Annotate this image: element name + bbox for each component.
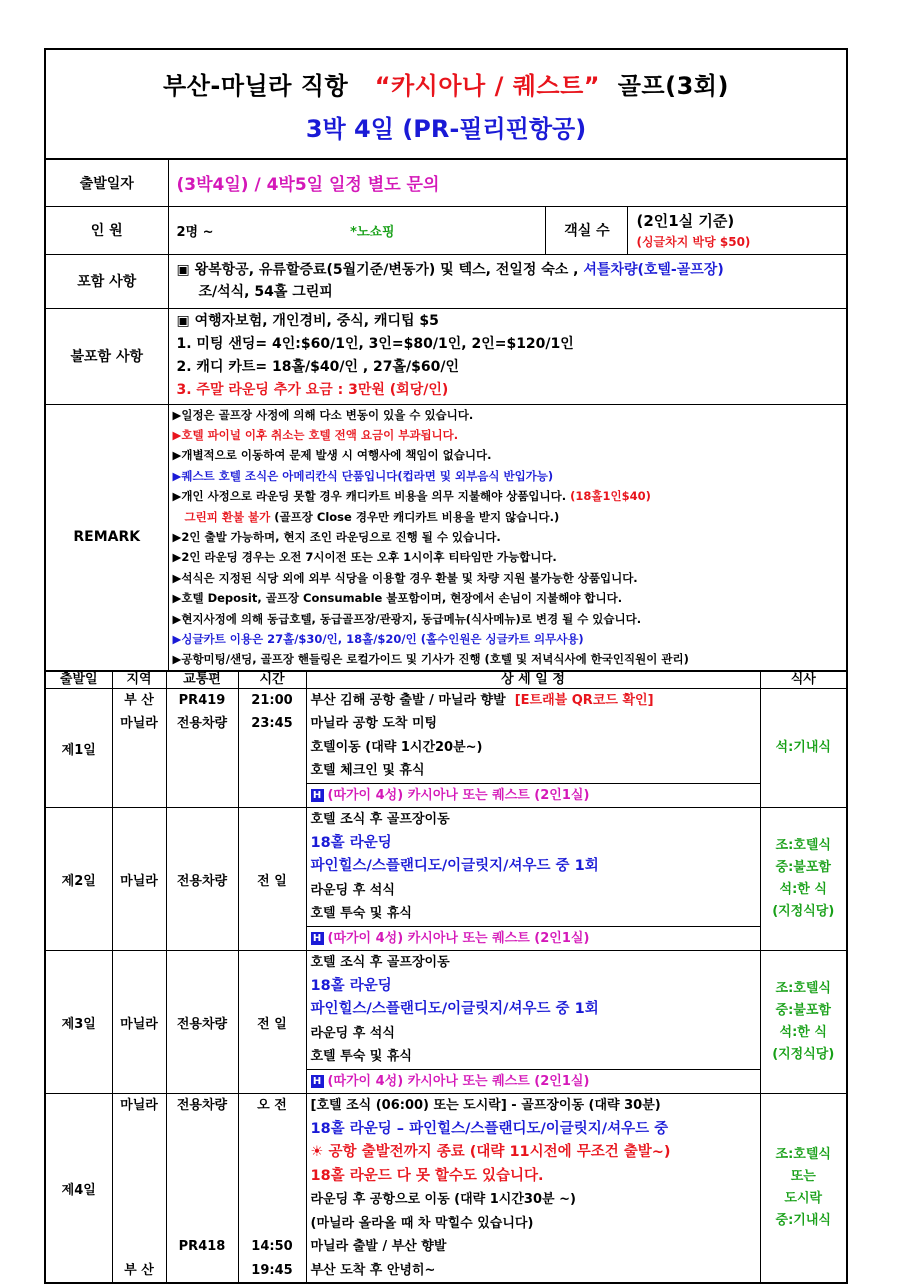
day2-transport: 전용차량 <box>166 808 238 951</box>
hotel-text: (따가이 4성) 카시아나 또는 퀘스트 (2인1실) <box>327 1073 590 1089</box>
excluded-line-2: 1. 미팅 샌딩= 4인:$60/1인, 3인=$80/1인, 2인=$120/1인 <box>176 336 574 352</box>
remark-list <box>168 404 846 670</box>
schedule-header-row <box>46 671 846 688</box>
included-value <box>168 254 846 308</box>
meal-note: (지정식당) <box>772 904 835 920</box>
detail-line: 파인힐스/스플랜디도/이글릿지/셔우드 중 1회 <box>310 1001 599 1018</box>
schedule-table <box>46 671 846 1283</box>
included-row <box>46 254 846 308</box>
detail-line: 라운딩 후 석식 <box>310 882 395 898</box>
day3-detail <box>306 951 760 1094</box>
day4-vehicle: 전용차량 <box>176 1098 228 1114</box>
hotel-text: (따가이 4성) 카시아나 또는 퀘스트 (2인1실) <box>327 787 590 803</box>
day1-vehicle: 전용차량 <box>176 716 228 732</box>
day1-region <box>112 688 166 808</box>
room-value: (2인1실 기준) <box>636 212 735 230</box>
remark-item-note: (18홀1인$40) <box>570 489 651 504</box>
day4-time-1: 오 전 <box>257 1098 287 1114</box>
day4-time <box>238 1094 306 1283</box>
day1-time-1: 21:00 <box>251 692 293 708</box>
day4-label: 제4일 <box>46 1094 112 1283</box>
hotel-line <box>307 1069 760 1094</box>
hotel-icon: H <box>311 789 324 802</box>
detail-line: 부산 도착 후 안녕히~ <box>310 1262 436 1278</box>
meal-breakfast: 조:호텔식 <box>775 981 831 997</box>
detail-line: [호텔 조식 (06:00) 또는 도시락] - 골프장이동 (대략 30분) <box>310 1098 661 1114</box>
day1-time <box>238 688 306 808</box>
remark-item: ▶퀘스트 호텔 조식은 아메리칸식 단품입니다(컵라면 및 외부음식 반입가능) <box>172 468 554 483</box>
meal-dinner: 석:한 식 <box>779 882 827 898</box>
excluded-line-1: ▣ 여행자보험, 개인경비, 중식, 캐디팁 $5 <box>176 313 439 329</box>
detail-line: 라운딩 후 공항으로 이동 (대략 1시간30분 ~) <box>310 1192 576 1208</box>
meal-lunchbox: 도시락 <box>784 1191 823 1207</box>
meal-breakfast: 조:호텔식 <box>775 838 831 854</box>
remark-label: REMARK <box>46 404 168 670</box>
detail-line: 호텔이동 (대략 1시간20분~) <box>310 739 483 755</box>
detail-line <box>307 689 760 713</box>
departure-row <box>46 160 846 206</box>
detail-line: ☀ 공항 출발전까지 종료 (대략 11시전에 무조건 출발~) <box>310 1144 671 1161</box>
detail-line: (마닐라 올라올 때 차 막힐수 있습니다) <box>310 1215 534 1231</box>
departure-label: 출발일자 <box>46 160 168 206</box>
meal-note: (지정식당) <box>772 1047 835 1063</box>
title-hotels: “카시아나 / 퀘스트” <box>374 72 601 100</box>
detail-line: 마닐라 공항 도착 미팅 <box>310 716 438 732</box>
people-value: 2명 ~ <box>176 224 214 240</box>
people-value-cell <box>168 206 546 254</box>
excluded-line-4: 3. 주말 라운딩 추가 요금 : 3만원 (회당/인) <box>176 382 449 398</box>
meal-lunch: 중:불포함 <box>775 1003 831 1019</box>
meal-or: 또는 <box>790 1169 816 1185</box>
day4-row <box>46 1094 846 1283</box>
day4-flight: PR418 <box>178 1239 226 1255</box>
departure-value: (3박4일) / 4박5일 일정 별도 문의 <box>168 160 846 206</box>
detail-line: 파인힐스/스플랜디도/이글릿지/셔우드 중 1회 <box>310 858 599 875</box>
room-label: 객실 수 <box>546 206 628 254</box>
room-cell <box>628 206 846 254</box>
detail-line: 호텔 투숙 및 휴식 <box>310 906 412 922</box>
day2-region: 마닐라 <box>112 808 166 951</box>
day3-row <box>46 951 846 1094</box>
remark-item: ▶2인 출발 가능하며, 현지 조인 라운딩으로 진행 될 수 있습니다. <box>172 529 501 544</box>
day4-time-3: 19:45 <box>251 1262 293 1278</box>
day3-transport: 전용차량 <box>166 951 238 1094</box>
day2-detail <box>306 808 760 951</box>
title-golf: 골프(3회) <box>617 72 729 100</box>
day1-meal: 석:기내식 <box>760 688 846 808</box>
day1-time-2: 23:45 <box>251 716 293 732</box>
remark-item-note: (골프장 Close 경우만 캐디카트 비용을 받지 않습니다.) <box>274 509 560 524</box>
detail-line: 호텔 조식 후 골프장이동 <box>310 812 450 828</box>
header-time: 시간 <box>238 671 306 688</box>
remark-item: ▶공항미팅/샌딩, 골프장 핸들링은 로컬가이드 및 기사가 진행 (호텔 및 저녁식사에 한국인직원이 관리) <box>172 652 689 667</box>
hotel-text: (따가이 4성) 카시아나 또는 퀘스트 (2인1실) <box>327 930 590 946</box>
header-region: 지역 <box>112 671 166 688</box>
detail-text: 부산 김해 공항 출발 / 마닐라 향발 <box>310 692 506 708</box>
remark-item: ▶석식은 지정된 식당 외에 외부 식당을 이용할 경우 환불 및 차량 지원 불가능한 상품입니다. <box>172 570 638 585</box>
day4-region-1: 마닐라 <box>120 1098 158 1114</box>
header-detail: 상 세 일 정 <box>306 671 760 688</box>
meal-lunch: 중:기내식 <box>775 1213 831 1229</box>
included-shuttle: 셔틀차량(호텔-골프장) <box>583 262 724 278</box>
day4-region <box>112 1094 166 1283</box>
day4-meal <box>760 1094 846 1283</box>
remark-item <box>173 486 847 506</box>
people-row <box>46 206 846 254</box>
header-transport: 교통편 <box>166 671 238 688</box>
day1-flight: PR419 <box>178 692 226 708</box>
detail-line: 마닐라 출발 / 부산 향발 <box>310 1239 447 1255</box>
detail-line: 18홀 라운딩 <box>310 977 392 994</box>
detail-line: 호텔 투숙 및 휴식 <box>310 1049 412 1065</box>
included-line-2: 조/석식, 54홀 그린피 <box>198 284 333 300</box>
day1-label: 제1일 <box>46 688 112 808</box>
detail-line: 18홀 라운드 다 못 할수도 있습니다. <box>310 1167 544 1184</box>
single-charge-note: (싱글차지 박당 $50) <box>636 235 751 249</box>
remark-item-text: 그린피 환불 불가 <box>184 509 271 524</box>
remark-item: ▶호텔 Deposit, 골프장 Consumable 불포함이며, 현장에서 손님이 지불해야 합니다. <box>172 591 623 606</box>
detail-line: 호텔 조식 후 골프장이동 <box>310 955 450 971</box>
title-route: 부산-마닐라 직항 <box>163 72 349 100</box>
excluded-line-3: 2. 캐디 카트= 18홀/$40/인 , 27홀/$60/인 <box>176 359 460 375</box>
hotel-icon: H <box>311 932 324 945</box>
header-meal: 식사 <box>760 671 846 688</box>
title-line-1 <box>46 50 846 101</box>
day2-row <box>46 808 846 951</box>
day2-time: 전 일 <box>238 808 306 951</box>
excluded-row <box>46 308 846 404</box>
hotel-line <box>307 783 760 808</box>
day1-transport <box>166 688 238 808</box>
meal-breakfast: 조:호텔식 <box>775 1147 831 1163</box>
header-day: 출발일 <box>46 671 112 688</box>
remark-row <box>46 404 846 670</box>
remark-item: ▶현지사정에 의해 동급호텔, 동급골프장/관광지, 동급메뉴(식사메뉴)로 변경 될 수 있습니다. <box>172 611 642 626</box>
included-label: 포함 사항 <box>46 254 168 308</box>
document-header <box>46 50 846 160</box>
day4-time-2: 14:50 <box>251 1239 293 1255</box>
day4-transport <box>166 1094 238 1283</box>
meal-dinner: 석:한 식 <box>779 1025 827 1041</box>
detail-line: 18홀 라운딩 <box>310 834 392 851</box>
hotel-line <box>307 926 760 951</box>
day3-region: 마닐라 <box>112 951 166 1094</box>
remark-item: ▶일정은 골프장 사정에 의해 다소 변동이 있을 수 있습니다. <box>172 407 474 422</box>
day2-meal <box>760 808 846 951</box>
day1-region-1: 부 산 <box>124 692 154 708</box>
remark-item <box>173 507 847 527</box>
hotel-icon: H <box>311 1075 324 1088</box>
detail-line: 18홀 라운딩 – 파인힐스/스플랜디도/이글릿지/셔우드 중 <box>310 1120 669 1137</box>
info-table <box>46 160 846 671</box>
day1-row <box>46 688 846 808</box>
day3-label: 제3일 <box>46 951 112 1094</box>
detail-line: 호텔 체크인 및 휴식 <box>310 763 425 779</box>
detail-line: 라운딩 후 석식 <box>310 1025 395 1041</box>
meal-lunch: 중:불포함 <box>775 860 831 876</box>
day2-label: 제2일 <box>46 808 112 951</box>
remark-item-text: ▶개인 사정으로 라운딩 못할 경우 캐디카트 비용을 의무 지불해야 상품입니다. <box>172 489 567 504</box>
day4-detail <box>306 1094 760 1283</box>
remark-item: ▶싱글카트 이용은 27홀/$30/인, 18홀/$20/인 (홀수인원은 싱글카트 의무사용) <box>172 631 584 646</box>
remark-item: ▶개별적으로 이동하여 문제 발생 시 여행사에 책임이 없습니다. <box>172 448 492 463</box>
itinerary-document <box>44 48 848 1284</box>
no-shopping-note: *노쇼핑 <box>350 224 395 240</box>
day4-region-2: 부 산 <box>124 1262 154 1278</box>
day3-meal <box>760 951 846 1094</box>
people-label: 인 원 <box>46 206 168 254</box>
day1-detail <box>306 688 760 808</box>
excluded-value <box>168 308 846 404</box>
remark-item: ▶2인 라운딩 경우는 오전 7시이전 또는 오후 1시이후 티타임만 가능합니다. <box>172 550 557 565</box>
day3-time: 전 일 <box>238 951 306 1094</box>
excluded-label: 불포함 사항 <box>46 308 168 404</box>
included-line-1: ▣ 왕복항공, 유류할증료(5월기준/변동가) 및 텍스, 전일정 숙소 , <box>176 262 579 278</box>
remark-item: ▶호텔 파이널 이후 취소는 호텔 전액 요금이 부과됩니다. <box>172 427 459 442</box>
qr-code-note: [E트래블 QR코드 확인] <box>514 692 654 708</box>
title-line-2: 3박 4일 (PR-필리핀항공) <box>305 115 587 143</box>
day1-region-2: 마닐라 <box>120 716 158 732</box>
